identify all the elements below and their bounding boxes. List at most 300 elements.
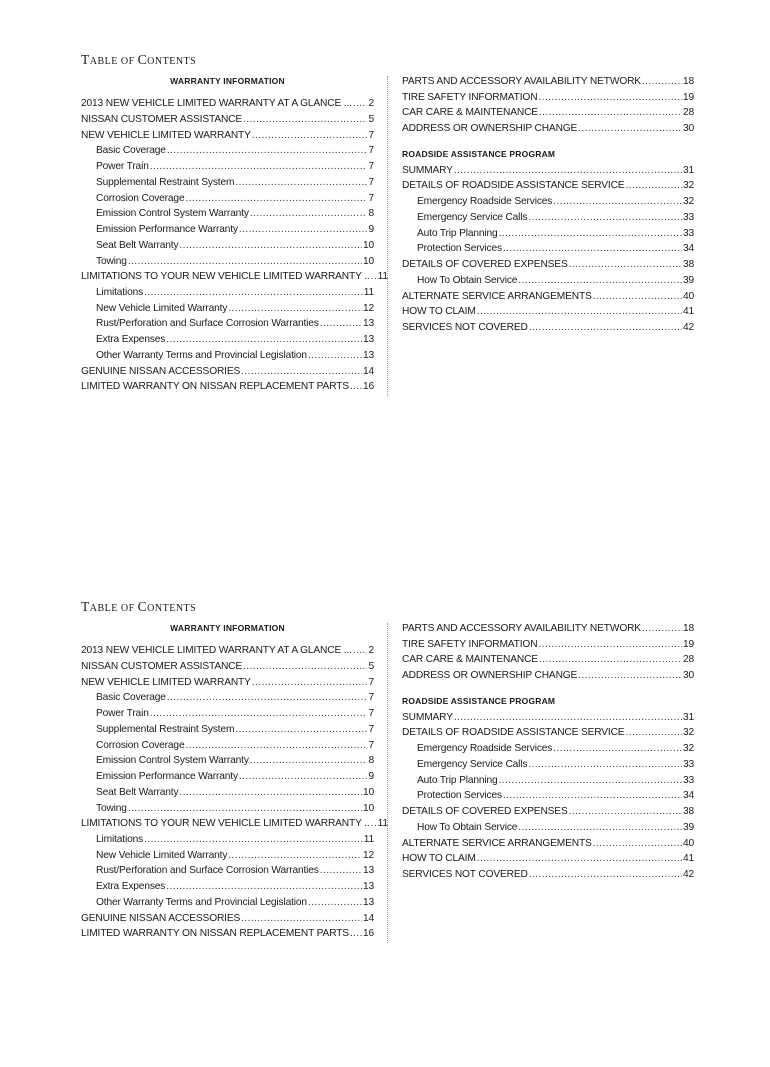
toc-entry[interactable] bbox=[402, 121, 694, 137]
toc-entry[interactable] bbox=[402, 668, 694, 684]
toc-title-ontents: ONTENTS bbox=[147, 603, 197, 614]
toc-entry-label: Rust/Perforation and Surface Corrosion Warranties bbox=[96, 318, 319, 330]
toc-title bbox=[81, 599, 196, 615]
toc-entry-label: 2013 NEW VEHICLE LIMITED WARRANTY AT A GLANCE ... bbox=[81, 98, 352, 110]
toc-entry-label: Emergency Roadside Services bbox=[417, 196, 553, 208]
toc-title-c: C bbox=[137, 599, 148, 614]
toc-entry-label: Limitations bbox=[96, 834, 144, 845]
toc-entry[interactable] bbox=[81, 895, 374, 911]
toc-title-t: T bbox=[81, 599, 90, 614]
toc-title-t: T bbox=[81, 52, 90, 67]
toc-entry-label: Seat Belt Warranty bbox=[96, 786, 179, 798]
toc-entry[interactable] bbox=[81, 222, 374, 238]
toc-entry-page-number: 7 bbox=[368, 739, 374, 751]
toc-entry[interactable] bbox=[81, 316, 374, 332]
toc-entry-page-number: 16 bbox=[362, 928, 374, 940]
warranty-information-heading: WARRANTY INFORMATION bbox=[170, 76, 285, 86]
toc-entry-page-number: 28 bbox=[682, 654, 694, 666]
toc-entry-label: Auto Trip Planning bbox=[417, 227, 498, 239]
toc-entry-label: ADDRESS OR OWNERSHIP CHANGE bbox=[402, 123, 578, 135]
toc-entry-page-number: 38 bbox=[682, 259, 694, 271]
toc-entry-label: DETAILS OF ROADSIDE ASSISTANCE SERVICE bbox=[402, 727, 625, 739]
toc-entry-page-number: 9 bbox=[368, 771, 374, 783]
toc-entry-label: PARTS AND ACCESSORY AVAILABILITY NETWORK bbox=[402, 623, 641, 634]
toc-entry[interactable] bbox=[402, 194, 694, 210]
toc-entry-label: CAR CARE & MAINTENANCE bbox=[402, 107, 538, 119]
toc-entry-label: Basic Coverage bbox=[96, 692, 166, 704]
toc-entry-page-number: 7 bbox=[368, 692, 374, 704]
toc-entry[interactable] bbox=[81, 769, 374, 785]
toc-entry-page-number: 30 bbox=[682, 670, 694, 682]
toc-entry-label: LIMITATIONS TO YOUR NEW VEHICLE LIMITED WARRANTY .. bbox=[81, 818, 370, 830]
toc-entry-page-number: 40 bbox=[682, 290, 694, 302]
toc-entry[interactable] bbox=[402, 90, 694, 106]
dot-leader bbox=[477, 851, 682, 867]
toc-block bbox=[0, 547, 770, 1067]
toc-entry[interactable] bbox=[402, 210, 694, 226]
toc-entry[interactable] bbox=[81, 801, 374, 817]
toc-entry-page-number: 12 bbox=[362, 302, 374, 314]
toc-entry[interactable] bbox=[81, 285, 374, 301]
toc-entry-page-number: 7 bbox=[368, 176, 374, 188]
toc-entry[interactable] bbox=[402, 257, 694, 273]
toc-entry[interactable] bbox=[402, 836, 694, 852]
toc-entry-label: DETAILS OF ROADSIDE ASSISTANCE SERVICE bbox=[402, 180, 625, 192]
dot-leader bbox=[529, 867, 682, 883]
toc-entry-page-number: 13 bbox=[362, 865, 374, 877]
toc-entry[interactable] bbox=[402, 621, 694, 637]
dot-leader bbox=[308, 895, 362, 911]
toc-entry[interactable] bbox=[81, 848, 374, 864]
toc-entry-page-number: 13 bbox=[362, 334, 374, 346]
dot-leader bbox=[371, 816, 377, 832]
dot-leader bbox=[239, 222, 368, 238]
toc-entry[interactable] bbox=[402, 788, 694, 804]
toc-entry-page-number: 7 bbox=[368, 145, 374, 157]
toc-entry-page-number: 5 bbox=[368, 660, 374, 672]
toc-entry-page-number: 13 bbox=[362, 349, 374, 361]
toc-entry-page-number: 42 bbox=[682, 868, 694, 880]
toc-entry[interactable] bbox=[402, 804, 694, 820]
toc-entry-page-number: 10 bbox=[362, 239, 374, 251]
dot-leader bbox=[578, 668, 682, 684]
dot-leader bbox=[241, 364, 362, 380]
dot-leader bbox=[529, 320, 682, 336]
toc-entry[interactable] bbox=[81, 348, 374, 364]
toc-entry[interactable] bbox=[402, 320, 694, 336]
toc-entry-label: DETAILS OF COVERED EXPENSES bbox=[402, 806, 568, 818]
dot-leader bbox=[499, 773, 682, 789]
toc-entry-label: TIRE SAFETY INFORMATION bbox=[402, 91, 538, 103]
toc-entry-page-number: 12 bbox=[362, 849, 374, 861]
dot-leader bbox=[241, 911, 362, 927]
toc-entry[interactable] bbox=[81, 863, 374, 879]
dot-leader bbox=[239, 769, 368, 785]
toc-entry[interactable] bbox=[402, 867, 694, 883]
toc-entry-label: Basic Coverage bbox=[96, 145, 166, 157]
dot-leader bbox=[593, 836, 682, 852]
dot-leader bbox=[553, 741, 682, 757]
warranty-entries bbox=[81, 96, 388, 395]
dot-leader bbox=[252, 128, 368, 144]
toc-entry[interactable] bbox=[402, 652, 694, 668]
toc-entry-page-number: 11 bbox=[363, 834, 374, 845]
dot-leader bbox=[503, 241, 682, 257]
toc-entry-label: Protection Services bbox=[417, 243, 502, 255]
dot-leader bbox=[539, 652, 682, 668]
services-entries bbox=[402, 74, 694, 137]
toc-entry-page-number: 31 bbox=[682, 164, 694, 176]
dot-leader bbox=[454, 163, 682, 179]
toc-entry-label: LIMITATIONS TO YOUR NEW VEHICLE LIMITED WARRANTY .. bbox=[81, 271, 370, 283]
toc-entry[interactable] bbox=[81, 911, 374, 927]
toc-entry[interactable] bbox=[402, 725, 694, 741]
toc-entry-label: Other Warranty Terms and Provincial Legislation bbox=[96, 896, 307, 908]
toc-entry[interactable] bbox=[402, 710, 694, 726]
toc-entry-page-number: 7 bbox=[368, 192, 374, 204]
dot-leader bbox=[477, 304, 682, 320]
dot-leader bbox=[167, 143, 368, 159]
dot-leader bbox=[308, 348, 362, 364]
toc-entry-label: ALTERNATE SERVICE ARRANGEMENTS bbox=[402, 290, 592, 302]
roadside-entries bbox=[402, 163, 694, 336]
dot-leader bbox=[625, 725, 682, 741]
toc-entry-page-number: 7 bbox=[368, 129, 374, 141]
dot-leader bbox=[518, 820, 682, 836]
roadside-assistance-heading: ROADSIDE ASSISTANCE PROGRAM bbox=[402, 695, 556, 706]
toc-entry-page-number: 10 bbox=[362, 255, 374, 267]
toc-entry-page-number: 5 bbox=[368, 113, 374, 125]
toc-entry[interactable] bbox=[402, 773, 694, 789]
toc-entry[interactable] bbox=[81, 675, 374, 691]
warranty-column bbox=[81, 621, 388, 942]
toc-entry[interactable] bbox=[81, 96, 374, 112]
toc-entry[interactable] bbox=[81, 206, 374, 222]
dot-leader bbox=[228, 301, 362, 317]
toc-entry-page-number: 33 bbox=[682, 211, 694, 223]
dot-leader bbox=[144, 285, 363, 301]
dot-leader bbox=[185, 738, 367, 754]
dot-leader bbox=[250, 206, 368, 222]
dot-leader bbox=[578, 121, 682, 137]
dot-leader bbox=[128, 254, 362, 270]
toc-entry[interactable] bbox=[81, 832, 374, 848]
toc-entry[interactable] bbox=[81, 690, 374, 706]
toc-entry-label: LIMITED WARRANTY ON NISSAN REPLACEMENT PARTS bbox=[81, 928, 349, 940]
toc-entry-label: NEW VEHICLE LIMITED WARRANTY bbox=[81, 676, 251, 688]
toc-entry-label: Emission Performance Warranty bbox=[96, 224, 238, 236]
toc-entry-page-number: 2 bbox=[368, 645, 374, 657]
toc-entry-page-number: 10 bbox=[362, 786, 374, 798]
dot-leader bbox=[166, 879, 362, 895]
dot-leader bbox=[228, 848, 362, 864]
toc-entry-page-number: 40 bbox=[682, 837, 694, 849]
toc-entry[interactable] bbox=[402, 741, 694, 757]
toc-entry-page-number: 7 bbox=[368, 161, 374, 173]
dot-leader bbox=[569, 257, 682, 273]
toc-entry-page-number: 32 bbox=[682, 180, 694, 192]
toc-entry-label: DETAILS OF COVERED EXPENSES bbox=[402, 259, 568, 271]
column-divider bbox=[387, 76, 388, 396]
warranty-column bbox=[81, 74, 388, 395]
dot-leader bbox=[528, 210, 682, 226]
toc-title bbox=[81, 52, 196, 68]
toc-entry-page-number: 14 bbox=[362, 365, 374, 377]
warranty-entries bbox=[81, 643, 388, 942]
toc-entry-page-number: 10 bbox=[362, 802, 374, 814]
dot-leader bbox=[350, 926, 362, 942]
toc-entry-label: Power Train bbox=[96, 708, 149, 720]
toc-entry[interactable] bbox=[81, 722, 374, 738]
toc-entry[interactable] bbox=[81, 706, 374, 722]
toc-entry[interactable] bbox=[402, 74, 694, 90]
dot-leader bbox=[518, 273, 682, 289]
toc-entry-label: GENUINE NISSAN ACCESSORIES bbox=[81, 912, 241, 924]
toc-entry-label: Seat Belt Warranty bbox=[96, 239, 179, 251]
toc-entry-label: Supplemental Restraint System bbox=[96, 176, 235, 188]
toc-entry-page-number: 31 bbox=[682, 711, 694, 723]
dot-leader bbox=[553, 194, 682, 210]
toc-entry-label: SUMMARY bbox=[402, 164, 453, 176]
toc-entry-label: Corrosion Coverage bbox=[96, 192, 185, 204]
toc-entry[interactable] bbox=[81, 738, 374, 754]
toc-entry-label: Emission Control System Warranty bbox=[96, 208, 249, 220]
toc-entry-label: PARTS AND ACCESSORY AVAILABILITY NETWORK bbox=[402, 76, 641, 87]
toc-entry-page-number: 8 bbox=[368, 208, 374, 220]
toc-entry-page-number: 7 bbox=[368, 708, 374, 720]
dot-leader bbox=[144, 832, 363, 848]
toc-entry-page-number: 19 bbox=[682, 91, 694, 103]
toc-entry[interactable] bbox=[81, 332, 374, 348]
toc-entry-label: GENUINE NISSAN ACCESSORIES bbox=[81, 365, 241, 377]
toc-entry-label: Towing bbox=[96, 255, 127, 267]
toc-entry-page-number: 13 bbox=[362, 896, 374, 908]
toc-entry-page-number: 41 bbox=[682, 853, 694, 865]
toc-entry-page-number: 11 bbox=[377, 818, 388, 830]
toc-entry-page-number: 41 bbox=[682, 306, 694, 318]
toc-entry[interactable] bbox=[402, 289, 694, 305]
toc-entry-label: NISSAN CUSTOMER ASSISTANCE bbox=[81, 660, 243, 672]
toc-entry-page-number: 33 bbox=[682, 227, 694, 239]
toc-entry-label: Emission Control System Warranty bbox=[96, 755, 249, 767]
toc-entry[interactable] bbox=[81, 128, 374, 144]
toc-entry-label: ADDRESS OR OWNERSHIP CHANGE bbox=[402, 670, 578, 682]
toc-title-c: C bbox=[137, 52, 148, 67]
toc-entry-label: HOW TO CLAIM bbox=[402, 306, 476, 318]
dot-leader bbox=[503, 788, 682, 804]
toc-entry-page-number: 8 bbox=[368, 755, 374, 767]
dot-leader bbox=[625, 178, 682, 194]
toc-entry[interactable] bbox=[402, 105, 694, 121]
toc-entry-page-number: 33 bbox=[682, 774, 694, 786]
dot-leader bbox=[593, 289, 682, 305]
toc-entry[interactable] bbox=[81, 785, 374, 801]
dot-leader bbox=[252, 675, 368, 691]
toc-entry-page-number: 14 bbox=[362, 912, 374, 924]
warranty-information-heading: WARRANTY INFORMATION bbox=[170, 623, 285, 633]
toc-entry-page-number: 32 bbox=[682, 727, 694, 739]
toc-entry[interactable] bbox=[402, 273, 694, 289]
toc-entry-label: How To Obtain Service bbox=[417, 821, 518, 833]
toc-entry-label: NEW VEHICLE LIMITED WARRANTY bbox=[81, 129, 251, 141]
dot-leader bbox=[243, 659, 367, 675]
toc-entry-label: ALTERNATE SERVICE ARRANGEMENTS bbox=[402, 837, 592, 849]
toc-entry[interactable] bbox=[402, 163, 694, 179]
toc-entry-page-number: 13 bbox=[362, 881, 374, 893]
toc-entry[interactable] bbox=[402, 241, 694, 257]
dot-leader bbox=[243, 112, 367, 128]
toc-entry-label: CAR CARE & MAINTENANCE bbox=[402, 654, 538, 666]
toc-entry-label: Towing bbox=[96, 802, 127, 814]
toc-entry-page-number: 7 bbox=[368, 723, 374, 735]
toc-title-able-of: ABLE OF bbox=[89, 603, 138, 614]
dot-leader bbox=[642, 74, 682, 90]
dot-leader bbox=[235, 175, 367, 191]
toc-entry-label: HOW TO CLAIM bbox=[402, 853, 476, 865]
toc-entry-label: Emergency Service Calls bbox=[417, 758, 528, 770]
toc-entry-label: Emergency Roadside Services bbox=[417, 743, 553, 755]
toc-entry[interactable] bbox=[81, 175, 374, 191]
toc-entry-page-number: 18 bbox=[682, 623, 694, 634]
toc-entry-page-number: 28 bbox=[682, 107, 694, 119]
toc-entry[interactable] bbox=[81, 926, 374, 942]
toc-entry-label: Other Warranty Terms and Provincial Legislation bbox=[96, 349, 307, 361]
toc-entry[interactable] bbox=[81, 254, 374, 270]
toc-entry[interactable] bbox=[402, 820, 694, 836]
toc-entry-label: SERVICES NOT COVERED bbox=[402, 321, 528, 333]
toc-entry[interactable] bbox=[81, 238, 374, 254]
toc-entry-label: Supplemental Restraint System bbox=[96, 723, 235, 735]
toc-title-ontents: ONTENTS bbox=[147, 56, 197, 67]
toc-entry-page-number: 11 bbox=[363, 287, 374, 298]
dot-leader bbox=[128, 801, 362, 817]
toc-entry[interactable] bbox=[81, 143, 374, 159]
dot-leader bbox=[320, 316, 362, 332]
dot-leader bbox=[167, 690, 368, 706]
toc-entry-label: TIRE SAFETY INFORMATION bbox=[402, 638, 538, 650]
services-column bbox=[402, 74, 694, 336]
toc-entry-label: Corrosion Coverage bbox=[96, 739, 185, 751]
toc-entry-page-number: 32 bbox=[682, 196, 694, 208]
toc-entry[interactable] bbox=[402, 178, 694, 194]
toc-entry-label: New Vehicle Limited Warranty bbox=[96, 849, 228, 861]
dot-leader bbox=[499, 226, 682, 242]
column-divider bbox=[387, 623, 388, 943]
toc-entry-label: LIMITED WARRANTY ON NISSAN REPLACEMENT PARTS bbox=[81, 381, 349, 393]
toc-entry-label: Extra Expenses bbox=[96, 881, 166, 893]
toc-entry-page-number: 19 bbox=[682, 638, 694, 650]
toc-entry-page-number: 7 bbox=[368, 676, 374, 688]
toc-entry-label: Extra Expenses bbox=[96, 334, 166, 346]
dot-leader bbox=[166, 332, 362, 348]
toc-entry-page-number: 34 bbox=[682, 790, 694, 802]
toc-entry-page-number: 42 bbox=[682, 321, 694, 333]
toc-entry-label: 2013 NEW VEHICLE LIMITED WARRANTY AT A GLANCE ... bbox=[81, 645, 352, 657]
toc-entry-label: Rust/Perforation and Surface Corrosion Warranties bbox=[96, 865, 319, 877]
dot-leader bbox=[353, 643, 368, 659]
toc-entry[interactable] bbox=[81, 643, 374, 659]
dot-leader bbox=[250, 753, 368, 769]
dot-leader bbox=[179, 785, 362, 801]
toc-entry[interactable] bbox=[81, 112, 374, 128]
toc-entry-page-number: 33 bbox=[682, 758, 694, 770]
toc-entry-label: Emergency Service Calls bbox=[417, 211, 528, 223]
toc-entry-label: SERVICES NOT COVERED bbox=[402, 868, 528, 880]
toc-entry[interactable] bbox=[402, 757, 694, 773]
toc-entry-page-number: 34 bbox=[682, 243, 694, 255]
toc-entry[interactable] bbox=[81, 659, 374, 675]
toc-entry-page-number: 38 bbox=[682, 806, 694, 818]
toc-entry-label: Emission Performance Warranty bbox=[96, 771, 238, 783]
toc-entry-page-number: 9 bbox=[368, 224, 374, 236]
dot-leader bbox=[353, 96, 368, 112]
toc-entry-page-number: 13 bbox=[362, 318, 374, 330]
toc-entry[interactable] bbox=[402, 851, 694, 867]
roadside-entries bbox=[402, 710, 694, 883]
toc-entry-page-number: 32 bbox=[682, 743, 694, 755]
dot-leader bbox=[539, 105, 682, 121]
dot-leader bbox=[185, 191, 367, 207]
toc-entry[interactable] bbox=[81, 364, 374, 380]
toc-entry-page-number: 11 bbox=[377, 271, 388, 283]
dot-leader bbox=[350, 379, 362, 395]
dot-leader bbox=[569, 804, 682, 820]
dot-leader bbox=[538, 637, 682, 653]
toc-entry[interactable] bbox=[81, 191, 374, 207]
toc-entry[interactable] bbox=[402, 226, 694, 242]
toc-entry[interactable] bbox=[81, 816, 388, 832]
toc-entry-label: SUMMARY bbox=[402, 711, 453, 723]
dot-leader bbox=[150, 706, 368, 722]
services-entries bbox=[402, 621, 694, 684]
toc-entry[interactable] bbox=[402, 304, 694, 320]
dot-leader bbox=[320, 863, 362, 879]
toc-entry-label: New Vehicle Limited Warranty bbox=[96, 302, 228, 314]
toc-entry[interactable] bbox=[81, 159, 374, 175]
dot-leader bbox=[642, 621, 682, 637]
toc-entry-page-number: 2 bbox=[368, 98, 374, 110]
toc-entry-label: Power Train bbox=[96, 161, 149, 173]
dot-leader bbox=[454, 710, 682, 726]
toc-entry-page-number: 39 bbox=[682, 274, 694, 286]
toc-title-able-of: ABLE OF bbox=[89, 56, 138, 67]
dot-leader bbox=[371, 269, 377, 285]
toc-entry-label: NISSAN CUSTOMER ASSISTANCE bbox=[81, 113, 243, 125]
toc-entry-label: Limitations bbox=[96, 287, 144, 298]
dot-leader bbox=[528, 757, 682, 773]
toc-entry[interactable] bbox=[402, 637, 694, 653]
toc-entry[interactable] bbox=[81, 753, 374, 769]
toc-entry[interactable] bbox=[81, 269, 388, 285]
toc-entry[interactable] bbox=[81, 301, 374, 317]
toc-entry-page-number: 18 bbox=[682, 76, 694, 87]
toc-entry[interactable] bbox=[81, 379, 374, 395]
services-column bbox=[402, 621, 694, 883]
dot-leader bbox=[179, 238, 362, 254]
toc-entry-label: How To Obtain Service bbox=[417, 274, 518, 286]
toc-entry-page-number: 16 bbox=[362, 381, 374, 393]
toc-entry-page-number: 30 bbox=[682, 123, 694, 135]
toc-entry-page-number: 39 bbox=[682, 821, 694, 833]
dot-leader bbox=[235, 722, 367, 738]
roadside-assistance-heading: ROADSIDE ASSISTANCE PROGRAM bbox=[402, 148, 556, 159]
toc-entry-label: Protection Services bbox=[417, 790, 502, 802]
toc-block bbox=[0, 0, 770, 520]
dot-leader bbox=[150, 159, 368, 175]
dot-leader bbox=[538, 90, 682, 106]
toc-entry-label: Auto Trip Planning bbox=[417, 774, 498, 786]
toc-entry[interactable] bbox=[81, 879, 374, 895]
